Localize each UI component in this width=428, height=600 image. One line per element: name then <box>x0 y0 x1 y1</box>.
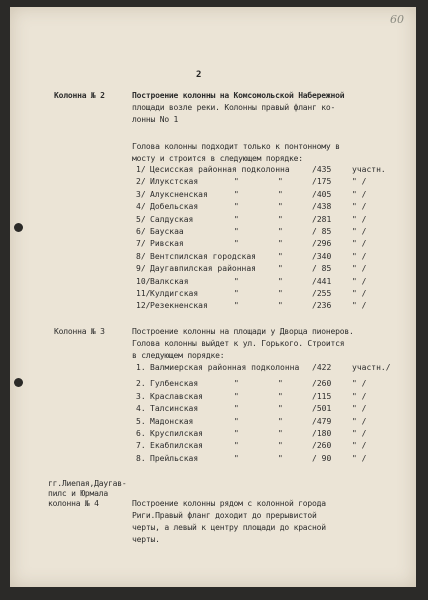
unit-label: " / <box>352 289 367 298</box>
participant-count: /435 <box>312 165 332 174</box>
ditto-mark: " <box>278 391 283 401</box>
unit-label: " / <box>352 301 367 311</box>
item-number: 2/ <box>136 177 146 187</box>
participant-count: / 85 <box>312 227 332 236</box>
unit-label: " / <box>352 276 367 286</box>
unit-label: " / <box>352 441 367 451</box>
column-3-line-1: Построение колонны на площади у Дворца пионеров. <box>132 327 354 336</box>
ditto-mark: " <box>278 264 283 274</box>
ditto-mark: " <box>234 289 239 298</box>
column-4-line-3: черты, а левый к центру площади до красной <box>132 523 326 532</box>
column-2-line-5: мосту и строится в следующем порядке: <box>132 154 303 163</box>
unit-label: " / <box>352 404 367 414</box>
ditto-mark: " <box>234 202 239 212</box>
item-name: Прейльская <box>150 453 199 463</box>
item-name: Кулдигская <box>150 289 199 298</box>
column-4-label-line-2: пилс и Юрмала <box>48 489 109 498</box>
binder-hole-top <box>14 223 23 232</box>
ditto-mark: " <box>278 404 283 414</box>
ditto-mark: " <box>278 251 283 261</box>
ditto-mark: " <box>234 177 239 187</box>
ditto-mark: " <box>234 416 239 426</box>
item-number: 5/ <box>136 214 146 224</box>
ditto-mark: " <box>234 301 239 311</box>
participant-count: / 85 <box>312 264 332 274</box>
ditto-mark: " <box>234 441 239 451</box>
ditto-mark: " <box>234 404 239 414</box>
column-2-label: Колонна № 2 <box>54 91 105 100</box>
column-4-label-line-1: гг.Лиепая,Даугав- <box>48 479 127 488</box>
participant-count: /255 <box>312 289 332 298</box>
ditto-mark: " <box>234 453 239 463</box>
item-number: 11/ <box>136 289 151 298</box>
ditto-mark: " <box>234 429 239 438</box>
participant-count: /260 <box>312 379 332 389</box>
item-name: Екабпилская <box>150 441 203 451</box>
document-page <box>10 7 416 587</box>
participant-count: /180 <box>312 429 332 438</box>
ditto-mark: " <box>278 379 283 389</box>
unit-label: " / <box>352 391 367 401</box>
participant-count: /175 <box>312 177 332 187</box>
item-number: 4. <box>136 404 146 414</box>
unit-label: " / <box>352 416 367 426</box>
unit-label: участн./ <box>352 363 391 372</box>
ditto-mark: " <box>234 239 239 249</box>
item-name: Резекненская <box>150 301 208 311</box>
unit-label: " / <box>352 379 367 389</box>
item-name: Круспилская <box>150 429 203 438</box>
unit-label: " / <box>352 214 367 224</box>
participant-count: /441 <box>312 276 332 286</box>
column-4-line-2: Риги.Правый фланг доходит до прерывистой <box>132 511 317 520</box>
participant-count: /281 <box>312 214 332 224</box>
column-4-line-4: черты. <box>132 535 160 544</box>
item-name: Ривская <box>150 239 184 249</box>
unit-label: участн. <box>352 165 386 174</box>
unit-label: " / <box>352 189 367 199</box>
item-number: 3. <box>136 391 146 401</box>
unit-label: " / <box>352 239 367 249</box>
unit-label: " / <box>352 227 367 236</box>
unit-label: " / <box>352 264 367 274</box>
ditto-mark: " <box>278 441 283 451</box>
archive-page-stamp: 60 <box>390 13 404 26</box>
ditto-mark: " <box>234 189 239 199</box>
unit-label: " / <box>352 453 367 463</box>
ditto-mark: " <box>278 214 283 224</box>
participant-count: /405 <box>312 189 332 199</box>
item-name: Краславская <box>150 391 203 401</box>
unit-label: " / <box>352 202 367 212</box>
item-number: 1/ <box>136 165 146 174</box>
item-number: 7/ <box>136 239 146 249</box>
ditto-mark: " <box>234 214 239 224</box>
ditto-mark: " <box>234 391 239 401</box>
participant-count: /438 <box>312 202 332 212</box>
item-number: 8. <box>136 453 146 463</box>
column-3-label: Колонна № 3 <box>54 327 105 336</box>
ditto-mark: " <box>278 416 283 426</box>
item-number: 3/ <box>136 189 146 199</box>
column-3-line-2: Голова колонны выйдет к ул. Горького. Строится <box>132 339 345 348</box>
item-number: 2. <box>136 379 146 389</box>
item-name: Салдуская <box>150 214 194 224</box>
ditto-mark: " <box>278 189 283 199</box>
participant-count: /115 <box>312 391 332 401</box>
item-number: 6/ <box>136 227 146 236</box>
ditto-mark: " <box>278 453 283 463</box>
column-4-line-1: Построение колонны рядом с колонной города <box>132 499 326 508</box>
item-name: Талсинская <box>150 404 199 414</box>
item-name: Добельская <box>150 202 199 212</box>
ditto-mark: " <box>278 276 283 286</box>
ditto-mark: " <box>234 227 239 236</box>
ditto-mark: " <box>278 239 283 249</box>
ditto-mark: " <box>278 429 283 438</box>
ditto-mark: " <box>278 177 283 187</box>
unit-label: " / <box>352 429 367 438</box>
item-number: 6. <box>136 429 146 438</box>
participant-count: /296 <box>312 239 332 249</box>
binder-hole-bottom <box>14 378 23 387</box>
item-number: 10/ <box>136 276 151 286</box>
ditto-mark: " <box>278 227 283 236</box>
column-2-line-4: Голова колонны подходит только к понтонному в <box>132 142 340 151</box>
item-name: Цесисская районная подколонна <box>150 165 290 174</box>
participant-count: /479 <box>312 416 332 426</box>
item-name: Алуксненская <box>150 189 208 199</box>
participant-count: /501 <box>312 404 332 414</box>
page-number: 2 <box>196 70 202 80</box>
ditto-mark: " <box>278 301 283 311</box>
item-number: 4/ <box>136 202 146 212</box>
column-3-line-3: в следующем порядке: <box>132 351 225 360</box>
item-name: Валмиерская районная подколонна <box>150 363 300 372</box>
item-name: Гулбенская <box>150 379 199 389</box>
item-number: 5. <box>136 416 146 426</box>
participant-count: /236 <box>312 301 332 311</box>
participant-count: /260 <box>312 441 332 451</box>
ditto-mark: " <box>234 379 239 389</box>
ditto-mark: " <box>278 289 283 298</box>
item-name: Даугавпилская районная <box>150 264 256 274</box>
item-number: 12/ <box>136 301 151 311</box>
ditto-mark: " <box>234 276 239 286</box>
participant-count: / 90 <box>312 453 332 463</box>
participant-count: /340 <box>312 251 332 261</box>
item-name: Илукстская <box>150 177 199 187</box>
unit-label: " / <box>352 251 367 261</box>
participant-count: /422 <box>312 363 332 372</box>
unit-label: " / <box>352 177 367 187</box>
item-number: 1. <box>136 363 146 372</box>
item-number: 7. <box>136 441 146 451</box>
column-2-line-3: лонны Nо 1 <box>132 115 179 124</box>
item-name: Валкская <box>150 276 189 286</box>
column-2-line-1: Построение колонны на Комсомольской Набережной <box>132 91 345 100</box>
column-4-label-line-3: колонна № 4 <box>48 499 99 508</box>
item-name: Баускаа <box>150 227 184 236</box>
column-2-line-2: площади возле реки. Колонны правый фланг ко- <box>132 103 336 112</box>
item-number: 9/ <box>136 264 146 274</box>
item-number: 8/ <box>136 251 146 261</box>
ditto-mark: " <box>278 202 283 212</box>
item-name: Вентспилская городская <box>150 251 256 261</box>
item-name: Мадонская <box>150 416 194 426</box>
